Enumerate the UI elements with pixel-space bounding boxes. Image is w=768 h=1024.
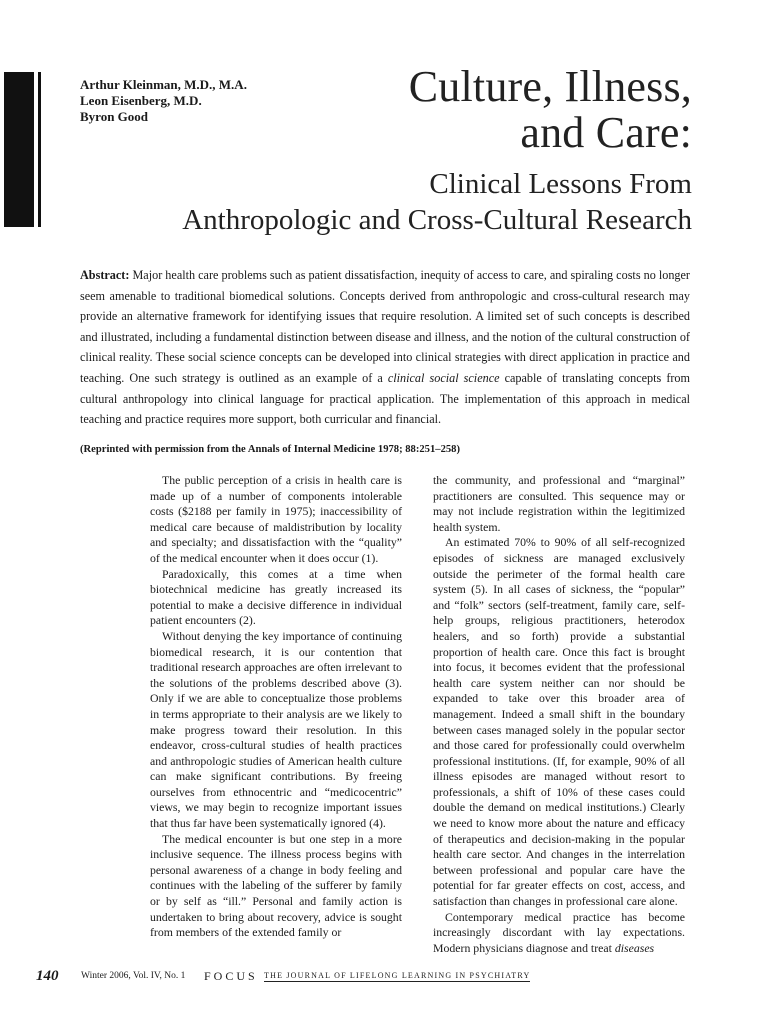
article-subtitle [182, 166, 692, 238]
paragraph: Without denying the key importance of continuing biomedical research, it is our contention that traditional research approaches are often irrelevant to the solutions of the problems described above (3). Only if we are able to conceptualize those problems in terms appropriate to their analysis are we likely to make progress toward their resolution. In this endeavor, cross-cultural studies of health practices and anthropologic studies of American health culture can make significant contributions. By freeing ourselves from ethnocentric and “medicocentric” views, we may begin to recognize important issues that thus far have been systematically ignored (4). [150, 628, 402, 831]
title-line: Culture, Illness, [408, 62, 692, 111]
paragraph: Paradoxically, this comes at a time when biotechnical medicine has greatly increased its potential to make a decisive difference in individual patient encounters (2). [150, 566, 402, 628]
author-name: Byron Good [80, 109, 149, 124]
decorative-black-bar [4, 72, 34, 227]
article-title [409, 64, 692, 156]
abstract-italic-term: clinical social science [387, 370, 500, 385]
reprint-note: (Reprinted with permission from the Annals of Internal Medicine 1978; 88:251–258) [80, 444, 460, 455]
journal-brand: FOCUS [204, 969, 258, 983]
paragraph: The medical encounter is but one step in a more inclusive sequence. The illness process begins with personal awareness of a change in body feeling and continues with the labeling of the sufferer by family or by self as “ill.” Personal and family action is undertaken to bring about recovery, advice is sought from members of the extended family or [150, 831, 402, 940]
body-column-left [150, 473, 402, 941]
abstract [80, 265, 690, 430]
title-line: and Care: [520, 108, 692, 157]
paragraph [433, 910, 685, 957]
page-number: 140 [36, 968, 59, 984]
paragraph-text: Contemporary medical practice has become increasingly discordant with lay expectations. Modern physicians diagnose and treat [433, 909, 685, 955]
paragraph-continuation: the community, and professional and “marginal” practitioners are consulted. This sequence may or may not include registration within the legitimized health system. [433, 473, 685, 534]
author-name: Arthur Kleinman, M.D., M.A. [80, 77, 247, 92]
page-footer [36, 968, 536, 990]
paragraph: The public perception of a crisis in health care is made up of a number of components intolerable costs ($2188 per family in 1975); inaccessibility of medical care because of maldistribution by locality and specialty; and dissatisfaction with the “quality” of the medical encounter when it does occur (1). [150, 473, 402, 565]
author-list [80, 77, 247, 125]
decorative-rule [38, 72, 41, 227]
abstract-label: Abstract: [80, 268, 130, 282]
subtitle-line: Clinical Lessons From [429, 168, 692, 200]
italic-term: diseases [614, 940, 655, 955]
paragraph: An estimated 70% to 90% of all self-recognized episodes of sickness are managed exclusively outside the perimeter of the formal health care system (5). In all cases of sickness, the “popular” and “folk” sectors (self-treatment, family care, self-help groups, religious practitioners, heterodox healers, and so forth) provide a substantial proportion of health care. Once this fact is brought into focus, it becomes evident that the professional health care system neither can nor should be expanded to take over this broader area of management. Indeed a small shift in the boundary between cases managed solely in the popular sector and those cared for professionally could overwhelm professional institutions. (If, for example, 90% of all illness episodes are managed without resort to professionals, a shift of 10% of these cases could double the demand on medical institutions.) Clearly we need to know more about the nature and efficacy of therapeutics and decision-making in the popular health care sector. And changes in the interrelation between professional and popular care have the potential for far greater effects on cost, access, and satisfaction than changes in professional care alone. [433, 535, 685, 909]
body-column-right [433, 473, 685, 956]
journal-name: THE JOURNAL OF LIFELONG LEARNING IN PSYCHIATRY [264, 971, 531, 980]
abstract-text: Major health care problems such as patient dissatisfaction, inequity of access to care, and spiraling costs no longer seem amenable to traditional biomedical solutions. Concepts derived from anthropologic and cross-cultural research may provide an alternative framework for identifying issues that require resolution. A limited set of such concepts is described and illustrated, including a fundamental distinction between disease and illness, and the notion of the cultural construction of clinical reality. These social science concepts can be developed into clinical strategies with direct application in practice and teaching. One such strategy is outlined as an example of a [80, 268, 690, 385]
author-name: Leon Eisenberg, M.D. [80, 93, 202, 108]
issue-info: Winter 2006, Vol. IV, No. 1 [81, 971, 186, 981]
abstract-text-end: capable of translating concepts from cultural anthropology into clinical language for practical application. The implementation of this approach in medical teaching and practice requires more support, both curricular and financial. [80, 370, 691, 427]
subtitle-line: Anthropologic and Cross-Cultural Research [182, 204, 692, 236]
